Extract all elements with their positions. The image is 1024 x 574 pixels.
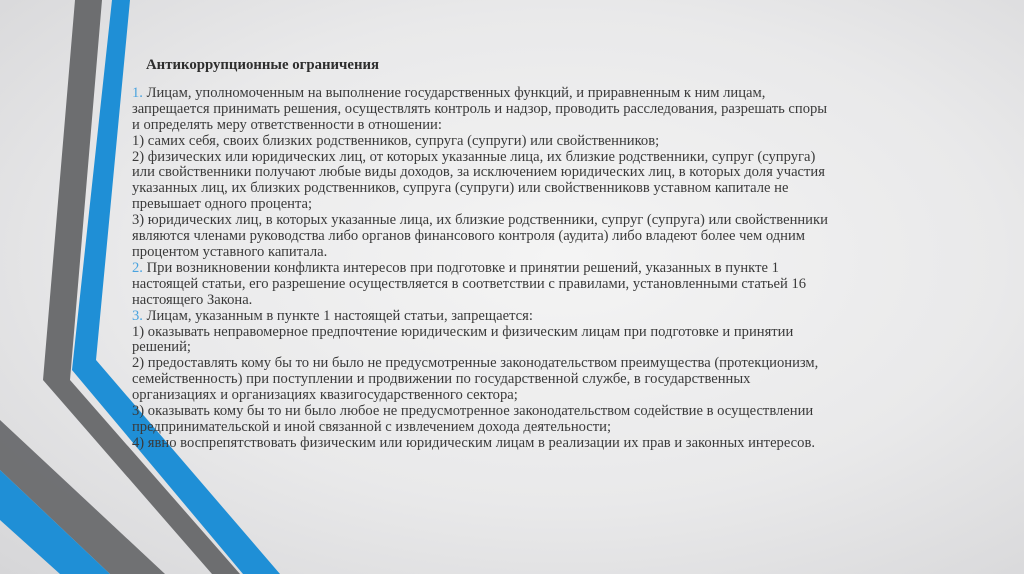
item-number: 3. xyxy=(132,307,143,324)
text-line xyxy=(132,197,947,213)
text-line xyxy=(132,372,947,388)
text-line xyxy=(132,309,947,325)
line-text: 1) оказывать неправомерное предпочтение юридическим и физическим лицам при подготовке и принятии xyxy=(132,323,794,340)
text-line xyxy=(132,118,947,134)
text-line xyxy=(132,245,947,261)
line-text: 2) предоставлять кому бы то ни было не предусмотренные законодательством преимущества (протекционизм, xyxy=(132,355,819,372)
text-line xyxy=(132,102,947,118)
text-line xyxy=(132,340,947,356)
line-text: указанных лиц, их близких родственников, супруга (супруги) или свойственниковв уставном капитале не xyxy=(132,180,789,197)
line-text: 4) явно воспрепятствовать физическим или юридическим лицам в реализации их прав и законных интересов. xyxy=(132,434,815,451)
line-text: Лицам, уполномоченным на выполнение государственных функций, и приравненным к ним лицам, xyxy=(142,84,766,101)
line-text: При возникновении конфликта интересов при подготовке и принятии решений, указанных в пункте 1 xyxy=(142,259,779,276)
text-line xyxy=(132,277,947,293)
text-line xyxy=(132,261,947,277)
line-text: процентом уставного капитала. xyxy=(132,243,328,260)
slide-content xyxy=(132,58,947,452)
slide-title: Антикоррупционные ограничения xyxy=(146,57,380,73)
line-text: настоящего Закона. xyxy=(132,291,253,308)
line-text: предпринимательской и иной связанной с извлечением дохода деятельности; xyxy=(132,418,612,435)
line-text: Лицам, указанным в пункте 1 настоящей статьи, запрещается: xyxy=(142,307,533,324)
line-text: превышает одного процента; xyxy=(132,196,313,213)
text-line xyxy=(132,213,947,229)
text-line xyxy=(132,150,947,166)
line-text: и определять меру ответственности в отношении: xyxy=(132,116,442,133)
text-line xyxy=(132,388,947,404)
line-text: запрещается принимать решения, осуществлять контроль и надзор, проводить расследования, разрешать споры xyxy=(132,100,828,117)
line-text: или свойственники получают любые виды доходов, за исключением юридических лиц, в которых доля участия xyxy=(132,164,825,181)
text-line xyxy=(132,356,947,372)
text-line xyxy=(132,229,947,245)
line-text: 1) самих себя, своих близких родственников, супруга (супруги) или свойственников; xyxy=(132,132,660,149)
text-line xyxy=(132,325,947,341)
text-line xyxy=(132,165,947,181)
item-number: 2. xyxy=(132,259,143,276)
line-text: семейственность) при поступлении и продвижении по государственной службе, в государственных xyxy=(132,371,751,388)
line-text: решений; xyxy=(132,339,191,356)
line-text: 3) юридических лиц, в которых указанные лица, их близкие родственники, супруг (супруга) или свойственники xyxy=(132,212,828,229)
line-text: 3) оказывать кому бы то ни было любое не предусмотренное законодательством содействие в осуществлении xyxy=(132,403,814,420)
line-text: настоящей статьи, его разрешение осуществляется в соответствии с правилами, установленными статьей 16 xyxy=(132,275,807,292)
line-text: организациях и организациях квазигосударственного сектора; xyxy=(132,387,518,404)
line-text: являются членами руководства либо органов финансового контроля (аудита) либо владеют более чем одним xyxy=(132,228,806,245)
line-text: 2) физических или юридических лиц, от которых указанные лица, их близкие родственники, супруг (супруга) xyxy=(132,148,816,165)
text-line xyxy=(132,86,947,102)
text-line xyxy=(132,404,947,420)
text-line xyxy=(132,293,947,309)
text-line xyxy=(132,134,947,150)
text-line xyxy=(132,420,947,436)
item-number: 1. xyxy=(132,84,143,101)
text-line xyxy=(132,436,947,452)
slide-body xyxy=(132,86,947,452)
text-line xyxy=(132,181,947,197)
